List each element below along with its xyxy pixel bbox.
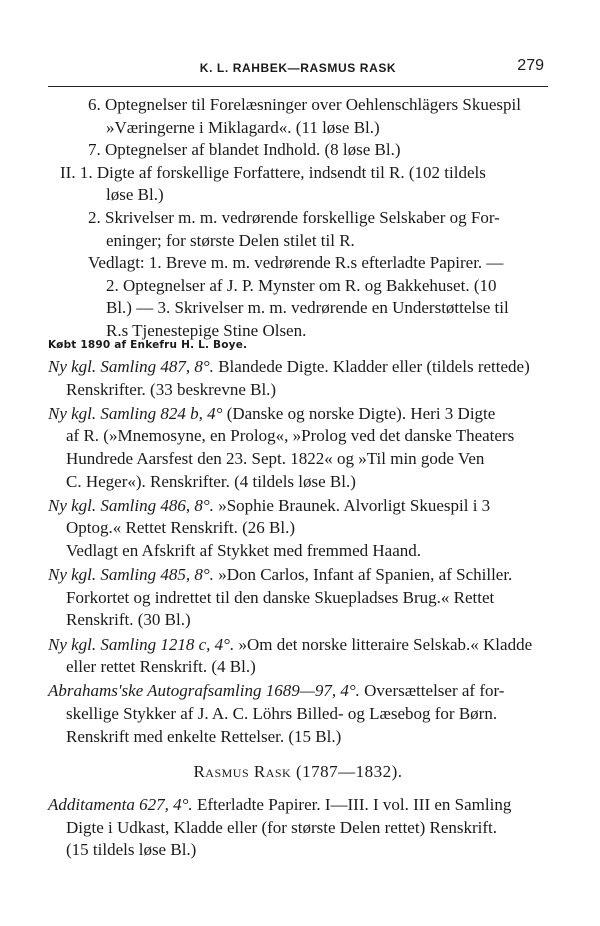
section-heading-text: Rasmus Rask (1787—1832). <box>193 762 403 781</box>
entry-line <box>48 356 530 378</box>
shelfmark-label: Ny kgl. Samling 487, 8°. <box>48 357 219 376</box>
list-line: 2. Skrivelser m. m. vedrørende forskellige Selskaber og For- <box>88 208 500 227</box>
entry-line <box>48 680 504 702</box>
page-header <box>48 57 548 83</box>
shelfmark-label: Ny kgl. Samling 486, 8°. <box>48 495 219 515</box>
entry-line <box>48 495 490 517</box>
entry-line: Vedlagt en Afskrift af Stykket med fremmed Haand. <box>66 541 422 560</box>
section-heading <box>48 762 548 782</box>
shelfmark-label: Ny kgl. Samling 1218 c, 4°. <box>48 634 239 654</box>
header-rule <box>48 86 548 87</box>
entry-text: »Om det norske litteraire Selskab.« Kladde <box>238 634 533 654</box>
entry-text: (Danske og norske Digte). Heri 3 Digte <box>226 403 496 423</box>
list-line: 7. Optegnelser af blandet Indhold. (8 løse Bl.) <box>88 140 401 160</box>
list-line: 2. Optegnelser af J. P. Mynster om R. og Bakkehuset. (10 <box>106 275 497 295</box>
shelfmark-label: Ny kgl. Samling 485, 8°. <box>48 565 219 585</box>
provenance-note: Købt 1890 af Enkefru H. L. Boye. <box>48 339 248 351</box>
list-line: 6. Optegnelser til Forelæsninger over Oehlenschlägers Skuespil <box>88 95 521 114</box>
entry-line: af R. (»Mnemosyne, en Prolog«, »Prolog ved det danske Theaters <box>66 426 515 446</box>
shelfmark-label: Abrahams'ske Autografsamling 1689—97, 4°. <box>48 681 365 701</box>
entry-line <box>48 634 532 656</box>
entry-line: Optog.« Rettet Renskrift. (26 Bl.) <box>66 518 296 538</box>
shelfmark-label: Ny kgl. Samling 824 b, 4° <box>48 403 227 423</box>
entry-line: Digte i Udkast, Kladde eller (for største Delen rettet) Renskrift. <box>66 817 498 837</box>
entry-line: Renskrift. (30 Bl.) <box>66 610 191 630</box>
entry-text: Oversættelser af for- <box>364 681 505 701</box>
entry-line: (15 tildels løse Bl.) <box>66 840 197 860</box>
list-line: »Væringerne i Miklagard«. (11 løse Bl.) <box>106 117 380 137</box>
entry-line <box>48 794 511 816</box>
entry-text: Blandede Digte. Kladder eller (tildels rettede) <box>218 357 530 376</box>
entry-text: »Don Carlos, Infant af Spanien, af Schiller. <box>218 565 513 585</box>
entry-line: C. Heger«). Renskrifter. (4 tildels løse Bl.) <box>66 471 356 491</box>
entry-line: Renskrift med enkelte Rettelser. (15 Bl.) <box>66 726 342 746</box>
entry-line: eller rettet Renskrift. (4 Bl.) <box>66 657 256 677</box>
entry-line <box>48 403 495 425</box>
list-line: Vedlagt: 1. Breve m. m. vedrørende R.s efterladte Papirer. — <box>88 253 504 273</box>
list-line: løse Bl.) <box>106 185 164 205</box>
entry-line: Hundrede Aarsfest den 23. Sept. 1822« og »Til min gode Ven <box>66 449 485 468</box>
page-number: 279 <box>517 57 544 74</box>
running-title: K. L. RAHBEK—RASMUS RASK <box>199 61 397 75</box>
entry-text: Efterladte Papirer. I—III. I vol. III en Samling <box>196 795 512 814</box>
list-line: eninger; for største Delen stilet til R. <box>106 230 355 250</box>
entry-line: skellige Stykker af J. A. C. Löhrs Billed- og Læsebog for Børn. <box>66 704 498 723</box>
list-line: Bl.) — 3. Skrivelser m. m. vedrørende en Understøttelse til <box>106 298 509 318</box>
list-line: R.s Tjenestepige Stine Olsen. <box>106 321 307 340</box>
list-line: II. 1. Digte af forskellige Forfattere, indsendt til R. (102 tildels <box>60 162 486 182</box>
shelfmark-label: Additamenta 627, 4°. <box>48 795 197 814</box>
entry-line <box>48 564 512 586</box>
entry-text: »Sophie Braunek. Alvorligt Skuespil i 3 <box>218 495 491 515</box>
entry-line: Forkortet og indrettet til den danske Skuepladses Brug.« Rettet <box>66 587 495 607</box>
entry-line: Renskrifter. (33 beskrevne Bl.) <box>66 379 277 399</box>
